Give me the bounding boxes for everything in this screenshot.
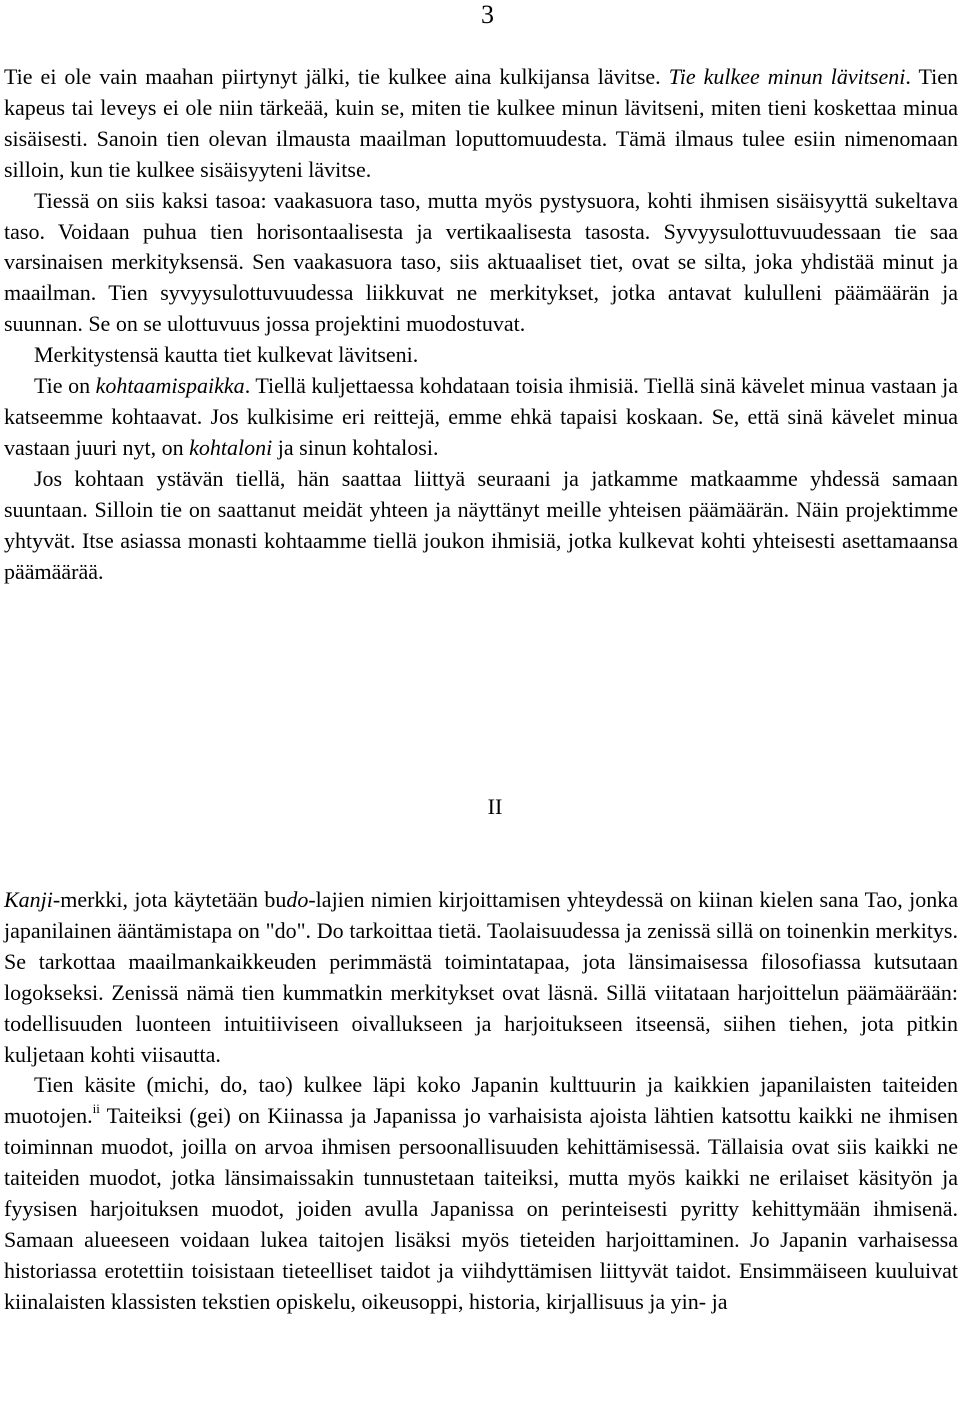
section-heading: II (487, 794, 503, 819)
italic-text: Kanji (4, 887, 53, 912)
text-run: -merkki, jota käytetään bu (52, 887, 287, 912)
italic-text: kohtaloni (189, 434, 273, 460)
text-run: Tien käsite (michi, do, tao) kulkee läpi koko Japanin kulttuurin ja kaikkien japanilaisten taiteiden muotojen. (4, 1072, 958, 1129)
section-2-body (4, 885, 958, 1318)
italic-text: kohtaamispaikka (95, 373, 245, 399)
page-number: 3 (481, 0, 494, 29)
paragraph (4, 371, 958, 464)
text-run: . Tiellä kuljettaessa kohdataan toisia ihmisiä. Tiellä sinä kävelet minua vastaan ja katseemme kohtaavat. Jos kulkisime eri reittejä, emme ehkä tapaisi koskaan. Se, että sinä kävelet minua vastaan juuri nyt, on (4, 373, 958, 460)
paragraph (4, 340, 958, 371)
text-run: Merkitystensä kautta tiet kulkevat lävitseni. (34, 342, 419, 368)
paragraph (4, 186, 958, 341)
text-run: -lajien nimien kirjoittamisen yhteydessä on kiinan kielen sana Tao, jonka japanilainen ääntämistapa on "do". Do tarkoittaa tietä. Taolaisuudessa ja zenissä sillä on toinenkin merkitys. Se tarkottaa maailmankaikkeuden perimmästä toimintatapaa, jota länsimaisessa filosofiassa kutsutaan logokseksi. Zenissä nämä tien kummatkin merkitykset ovat läsnä. Sillä viitataan harjoittelun päämäärään: todellisuuden luonteen intuitiiviseen oivallukseen ja harjoitukseen itseensä, siihen tiehen, jota pitkin kuljetaan kohti viisautta. (4, 887, 958, 1067)
text-run: . Tien kapeus tai leveys ei ole niin tärkeää, kuin se, miten tie kulkee minun lävitseni, miten tieni koskettaa minua sisäisesti. Sanoin tien olevan ilmausta maailman loputtomuudesta. Tämä ilmaus tulee esiin nimenomaan silloin, kun tie kulkee sisäisyyteni lävitse. (4, 64, 958, 182)
text-run: Taiteiksi (gei) on Kiinassa ja Japanissa jo varhaisista ajoista lähtien katsottu kaikki ne ihmisen toiminnan muodot, joilla on arvoa ihmisen persoonallisuuden kehittämisessä. Tällaisia ovat siis kaikki ne taiteiden muodot, jotka länsimaissakin tunnustetaan taiteiksi, mutta myös kaikki ne erilaiset käsityön ja fyysisen harjoituksen muodot, joiden avulla Japanissa on perinteisesti pyritty kehittymään ihmisenä. Samaan alueeseen voidaan lukea taitojen lisäksi myös tieteiden harjoittaminen. Jo Japanin varhaisessa historiassa erotettiin toisistaan tieteelliset taidot ja viihdyttämisen liittyvät taidot. Ensimmäiseen kuuluivat kiinalaisten klassisten tekstien opiskelu, oikeusoppi, historia, kirjallisuus ja yin- ja (4, 1103, 958, 1314)
paragraph (4, 885, 958, 1070)
text-run: Tiessä on siis kaksi tasoa: vaakasuora taso, mutta myös pystysuora, kohti ihmisen sisäisyyttä sukeltava taso. Voidaan puhua tien horisontaalisesta ja vertikaalisesta tasosta. Syvyysulottuvuudessaan tie saa varsinaisen merkityksensä. Sen vaakasuora taso, siis aktuaaliset tiet, ovat se silta, joka yhdistää minut ja maailman. Tien syvyysulottuvuudessa liikkuvat ne merkitykset, jotka antavat kululleni päämäärän ja suunnan. Se on se ulottuvuus jossa projektini muodostuvat. (4, 187, 958, 337)
paragraph (4, 464, 958, 588)
text-run: Tie on (34, 373, 96, 399)
italic-text: Tie kulkee minun lävitseni (668, 64, 906, 89)
section-1-body (4, 62, 958, 587)
paragraph (4, 62, 958, 186)
text-run: ja sinun kohtalosi. (272, 434, 439, 460)
italic-text: do (286, 887, 309, 912)
text-run: Tie ei ole vain maahan piirtynyt jälki, tie kulkee aina kulkijansa lävitse. (4, 64, 669, 89)
text-run: Jos kohtaan ystävän tiellä, hän saattaa liittyä seuraani ja jatkamme matkaamme yhdessä samaan suuntaan. Silloin tie on saattanut meidät yhteen ja näyttänyt meille yhteisen päämäärän. Näin projektimme yhtyvät. Itse asiassa monasti kohtaamme tiellä joukon ihmisiä, jotka kulkevat kohti yhteisesti asettamaansa päämäärää. (4, 465, 958, 584)
paragraph (4, 1070, 958, 1317)
footnote-marker: ii (92, 1101, 100, 1117)
